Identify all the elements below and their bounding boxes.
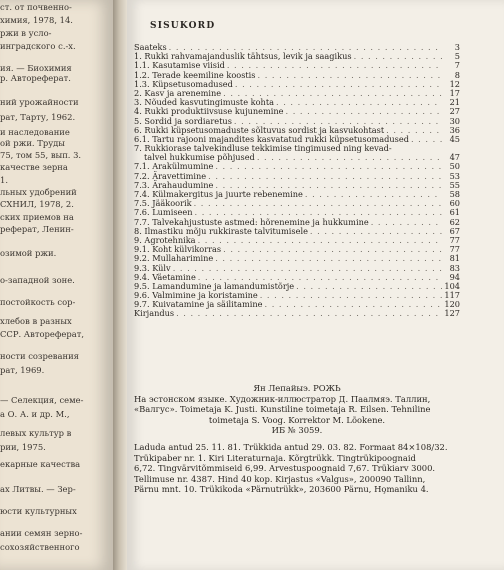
- toc-entry-page: 62: [449, 216, 460, 227]
- toc-leader-dots: [215, 254, 442, 263]
- toc-entry-page: 36: [449, 124, 460, 135]
- left-page-line: ст. от почвенно-: [0, 2, 72, 12]
- left-page-line: ских приемов на: [0, 212, 74, 222]
- toc-leader-dots: [208, 172, 442, 181]
- toc-entry-page: 47: [449, 152, 460, 163]
- toc-entry-title: 7.7. Talvekahjustuste astmed: hõrenemine ja hukkumine: [134, 216, 369, 227]
- toc-entry-page: 104: [444, 280, 460, 291]
- toc-leader-dots: [215, 162, 442, 171]
- toc-entry: [134, 309, 460, 318]
- toc-entry-page: 53: [449, 170, 460, 181]
- toc-entry-title: 6.1. Tartu rajooni majandites kasvatatud rukki küpsetusomadused: [134, 133, 409, 144]
- toc-leader-dots: [310, 227, 442, 236]
- left-page-line: химия, 1978, 14.: [0, 15, 73, 25]
- toc-leader-dots: [411, 135, 442, 144]
- imprint-line: «Валгус». Toimetaja K. Justi. Kunstiline toimetaja R. Eilsen. Tehniline: [134, 404, 431, 415]
- toc-entry-title: 3. Nõuded kasvutingimuste kohta: [134, 97, 275, 108]
- toc-entry-page: 67: [449, 225, 460, 236]
- toc-entry-title: 7.4. Külmakergitus ja juurte rebenemine: [134, 189, 303, 199]
- left-page-line: левых культур в: [0, 428, 72, 438]
- imprint-line: Tellimuse nr. 4387. Hind 40 kop. Kirjastus «Valgus», 200090 Tallinn,: [134, 473, 426, 484]
- toc-entry-page: 21: [449, 97, 460, 108]
- toc-leader-dots: [257, 153, 442, 162]
- toc-entry-page: 12: [449, 78, 460, 89]
- toc-leader-dots: [264, 300, 442, 309]
- imprint-author-title: Ян Лепайыэ. РОЖЬ: [253, 383, 341, 393]
- toc-entry-page: 83: [449, 262, 460, 273]
- toc-leader-dots: [260, 291, 442, 300]
- toc-entry-title: 1.2. Terade keemiline koostis: [134, 69, 256, 80]
- left-page-line: хлебов в разных: [0, 316, 72, 326]
- left-page-line: — Селекция, семе-: [0, 395, 84, 405]
- toc-entry-page: 3: [454, 42, 460, 52]
- toc-entry-title: 9.6. Valmimine ja koristamine: [134, 290, 258, 301]
- toc-entry-title: talvel hukkumise põhjused: [144, 152, 255, 163]
- table-of-contents: [134, 43, 460, 319]
- left-page-line: ности созревания: [0, 351, 79, 361]
- imprint-line: На эстонском языке. Художник-иллюстратор Д. Паалмяэ. Таллин,: [134, 393, 431, 404]
- left-page-line: СХНИЛ, 1978, 2.: [0, 199, 74, 209]
- toc-leader-dots: [296, 282, 442, 291]
- toc-entry-title: 7.6. Lumiseen: [134, 207, 193, 218]
- left-page-line: реферат, Ленин-: [0, 224, 74, 234]
- toc-leader-dots: [235, 80, 442, 89]
- imprint-line: Laduda antud 25. 11. 81. Trükkida antud 29. 03. 82. Formaat 84×108/32.: [134, 441, 448, 452]
- toc-entry-page: 117: [444, 290, 460, 301]
- toc-leader-dots: [305, 190, 442, 199]
- imprint-line: Pärnu mnt. 10. Trükikoda «Pärnutrükk», 203600 Pärnu, Ho̧maniku 4.: [134, 484, 429, 495]
- toc-entry: [134, 300, 460, 309]
- left-page-line: качестве зерна: [0, 162, 68, 172]
- book-gutter: [113, 0, 127, 570]
- toc-entry-title: 7.2. Äravettimine: [134, 170, 207, 181]
- left-page-line: юсти культурных: [0, 506, 77, 516]
- imprint-line: Trükipaber nr. 1. Kiri Literaturnaja. Kõrgtrükk. Tingtrükipoognaid: [134, 452, 416, 463]
- left-page-line: ах Литвы. — Зер-: [0, 484, 76, 494]
- toc-entry-title: 9.5. Lamandumine ja lamandumistõrje: [134, 280, 295, 291]
- toc-entry-page: 45: [449, 133, 460, 144]
- toc-entry-title: Saateks: [134, 42, 167, 52]
- left-page-line: рат, Тарту, 1962.: [0, 112, 76, 122]
- toc-entry-page: 55: [449, 179, 460, 190]
- toc-entry-page: 50: [449, 161, 460, 172]
- toc-entry-title: 4. Rukki produktiivsuse kujunemine: [134, 106, 284, 117]
- toc-leader-dots: [194, 199, 442, 208]
- toc-entry-title: 9.2. Mullaharimine: [134, 253, 214, 264]
- toc-entry-page: 58: [449, 189, 460, 199]
- left-page-line: ний урожайности: [0, 97, 79, 107]
- toc-leader-dots: [371, 218, 442, 227]
- left-page-line: о-западной зоне.: [0, 275, 75, 285]
- toc-entry-page: 8: [454, 69, 460, 80]
- toc-entry-title: 7.5. Jääkoorik: [134, 198, 192, 209]
- toc-entry-title: 9.3. Külv: [134, 262, 171, 273]
- imprint-line: 6,72. Tingvärvitõmmiseid 6,99. Arvestuspoognaid 7,67. Trükiarv 3000.: [134, 463, 436, 474]
- toc-entry-page: 17: [449, 87, 460, 98]
- toc-leader-dots: [198, 236, 442, 245]
- imprint: [134, 383, 460, 495]
- toc-entry-title: 7.3. Ärahaudumine: [134, 179, 214, 190]
- toc-entry-title: 9.7. Kuivatamine ja säilitamine: [134, 299, 263, 310]
- toc-entry-page: 61: [449, 207, 460, 218]
- toc-entry-title: 5. Sordid ja sordiaretus: [134, 115, 232, 126]
- left-page-line: и наследование: [0, 127, 70, 137]
- left-page-line: инградского с.-х.: [0, 41, 76, 51]
- toc-entry-title: 1.1. Kasutamise viisid: [134, 60, 225, 71]
- toc-entry-page: 30: [449, 115, 460, 126]
- toc-entry-title: 9.1. Koht külvikorras: [134, 244, 222, 255]
- toc-leader-dots: [173, 264, 442, 273]
- left-page-line: озимой ржи.: [0, 248, 57, 258]
- toc-leader-dots: [286, 107, 443, 116]
- toc-entry-page: 27: [449, 106, 460, 117]
- toc-entry-page: 127: [444, 308, 460, 319]
- left-page-line: ой ржи. Труды: [0, 138, 65, 148]
- toc-entry-title: 6. Rukki küpsetusomaduste sõltuvus sordist ja kasvukohtast: [134, 124, 385, 135]
- toc-leader-dots: [176, 309, 442, 318]
- left-page-line: льных удобрений: [0, 187, 77, 197]
- left-page-line: рат, 1969.: [0, 365, 45, 375]
- toc-entry-title: 7. Rukkiorase talvekindluse tekkimise tingimused ning kevad-: [134, 143, 392, 154]
- toc-entry-title: 9. Agrotehnika: [134, 234, 196, 245]
- left-page-line: ССР. Автореферат,: [0, 329, 84, 339]
- toc-entry-title: 1.3. Küpsetusomadused: [134, 78, 233, 89]
- toc-entry-page: 77: [449, 234, 460, 245]
- left-page-line: а О. А. и др. М.,: [0, 409, 70, 419]
- left-page-line: 75, том 55, вып. 3.: [0, 150, 82, 160]
- toc-entry-page: 94: [449, 271, 460, 282]
- left-page-line: 1.: [0, 175, 8, 185]
- toc-entry-page: 7: [454, 60, 460, 71]
- left-page-line: ржи в усло-: [0, 28, 52, 38]
- toc-entry-title: Kirjandus: [134, 308, 175, 319]
- toc-title: SISUKORD: [150, 21, 216, 31]
- toc-leader-dots: [227, 61, 442, 70]
- toc-entry-page: 60: [449, 198, 460, 209]
- toc-entry-page: 5: [454, 51, 460, 62]
- toc-entry-title: 9.4. Väetamine: [134, 271, 196, 282]
- left-page-line: р. Автореферат.: [0, 73, 71, 83]
- toc-leader-dots: [223, 245, 442, 254]
- left-page-line: рии, 1975.: [0, 442, 46, 452]
- toc-entry-page: 120: [444, 299, 460, 310]
- toc-leader-dots: [354, 52, 442, 61]
- left-page: [0, 0, 113, 570]
- left-page-line: ия. — Биохимия: [0, 63, 72, 73]
- toc-entry-page: 81: [449, 253, 460, 264]
- toc-entry-title: 8. Ilmastiku mõju rukkiraste talvitumisele: [134, 225, 308, 236]
- left-page-line: екарные качества: [0, 459, 81, 469]
- toc-leader-dots: [258, 71, 442, 80]
- imprint-line: ИБ № 3059.: [271, 425, 323, 436]
- left-page-line: ании семян зерно-: [0, 528, 83, 538]
- imprint-line: toimetaja S. Voog. Korrektor M. Lõokene.: [208, 414, 386, 425]
- left-page-line: постойкость сор-: [0, 297, 76, 307]
- toc-entry-title: 2. Kasv ja arenemine: [134, 87, 222, 98]
- toc-entry-title: 7.1. Arakülmumine: [134, 161, 214, 172]
- left-page-line: сохозяйственного: [0, 542, 80, 552]
- toc-leader-dots: [276, 98, 442, 107]
- toc-entry-page: 77: [449, 244, 460, 255]
- toc-entry-title: 1. Rukki rahvamajanduslik tähtsus, levik ja saagikus: [134, 51, 352, 62]
- toc-entry: [134, 254, 460, 263]
